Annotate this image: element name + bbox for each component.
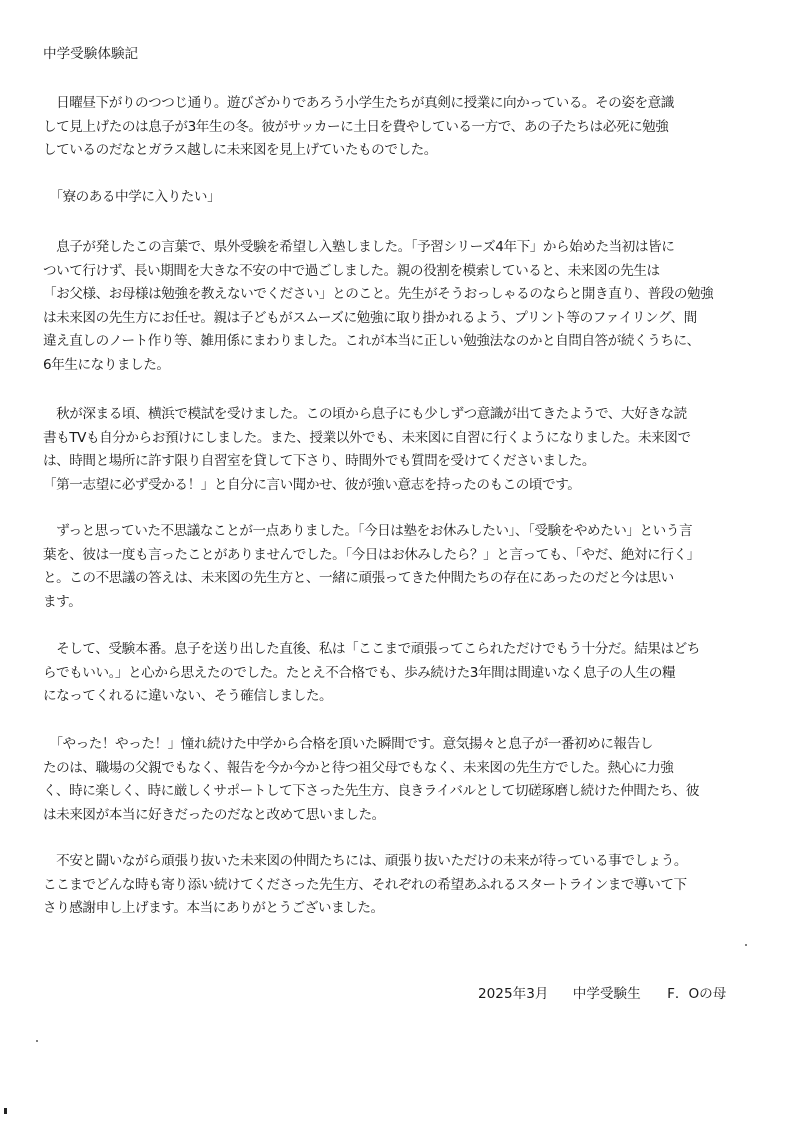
signature-date: 2025年3月 xyxy=(478,986,549,1002)
text-line: 「お父様、お母様は勉強を教えないでください」とのこと。先生がそうおっしゃるのならと開き直り、普段の勉強 xyxy=(43,286,714,302)
text-line: ずっと思っていた不思議なことが一点ありました。「今日は塾をお休みしたい」、「受験をやめたい」という言 xyxy=(43,523,693,539)
text-line: らでもいい。」と心から思えたのでした。たとえ不合格でも、歩み続けた3年間は間違いなく息子の人生の糧 xyxy=(43,664,676,681)
signature-line xyxy=(478,985,726,1003)
text-line: 秋が深まる頃、横浜で模試を受けました。この頃から息子にも少しずつ意識が出てきたようで、大好きな読 xyxy=(43,406,687,422)
paragraph-2-quote xyxy=(43,186,220,210)
text-line: 「やった！やった！」憧れ続けた中学から合格を頂いた瞬間です。意気揚々と息子が一番初めに報告し xyxy=(43,736,653,752)
text-line: は未来図の先生方にお任せ。親は子どもがスムーズに勉強に取り掛かれるよう、プリント等のファイリング、間 xyxy=(43,309,697,326)
text-line: して見上げたのは息子が3年生の冬。彼がサッカーに土日を費やしている一方で、あの子たちは必死に勉強 xyxy=(43,118,669,135)
scan-edge-mark xyxy=(4,1108,7,1114)
text-line: 息子が発したこの言葉で、県外受験を希望し入塾しました。「予習シリーズ4年下」から始めた当初は皆に xyxy=(43,239,675,255)
paragraph-6 xyxy=(43,638,700,709)
signature-role: 中学受験生 xyxy=(572,986,641,1002)
text-line: は未来図が本当に好きだったのだなと改めて思いました。 xyxy=(43,806,385,823)
document-title: 中学受験体験記 xyxy=(43,46,139,62)
text-line: たのは、職場の父親でもなく、報告を今か今かと待つ祖父母でもなく、未来図の先生方でした。熱心に力強 xyxy=(43,759,674,776)
text-line: ついて行けず、長い期間を大きな不安の中で過ごしました。親の役割を模索していると、未来図の先生は xyxy=(43,262,660,279)
paragraph-7 xyxy=(43,733,699,827)
scan-speck xyxy=(745,944,747,946)
paragraph-5 xyxy=(43,520,700,614)
text-line: 違え直しのノート作り等、雑用係にまわりました。これが本当に正しい勉強法なのかと自問自答が続くうちに、 xyxy=(43,333,700,349)
text-line: ここまでどんな時も寄り添い続けてくださった先生方、それぞれの希望あふれるスタートラインまで導いて下 xyxy=(43,876,687,893)
scan-speck xyxy=(36,1040,38,1042)
text-line: 書もTVも自分からお預けにしました。また、授業以外でも、未来図に自習に行くようになりました。未来図で xyxy=(43,429,691,446)
paragraph-4 xyxy=(43,403,691,497)
text-line: 不安と闘いながら頑張り抜いた未来図の仲間たちには、頑張り抜いただけの未来が待っている事でしょう。 xyxy=(43,853,688,869)
text-line: は、時間と場所に許す限り自習室を貸して下さり、時間外でも質問を受けてくださいました。 xyxy=(43,453,596,469)
text-line: と。この不思議の答えは、未来図の先生方と、一緒に頑張ってきた仲間たちの存在にあったのだと今は思い xyxy=(43,570,674,586)
paragraph-3 xyxy=(43,236,713,377)
paragraph-1 xyxy=(43,92,674,163)
text-line: そして、受験本番。息子を送り出した直後、私は「ここまで頑張ってこられただけでもう十分だ。結果はどち xyxy=(43,641,700,657)
text-line: しているのだなとガラス越しに未来図を見上げていたものでした。 xyxy=(43,142,437,158)
text-line: 日曜昼下がりのつつじ通り。遊びざかりであろう小学生たちが真剣に授業に向かっている。その姿を意識 xyxy=(43,95,674,111)
text-line: になってくれるに違いない、そう確信しました。 xyxy=(43,688,333,704)
text-line: く、時に楽しく、時に厳しくサポートして下さった先生方、良きライバルとして切磋琢磨し続けた仲間たち、彼 xyxy=(43,783,699,799)
text-line: 「第一志望に必ず受かる！」と自分に言い聞かせ、彼が強い意志を持ったのもこの頃です。 xyxy=(43,476,581,493)
text-line: 6年生になりました。 xyxy=(43,356,170,373)
text-line: さり感謝申し上げます。本当にありがとうございました。 xyxy=(43,900,384,916)
text-line: 「寮のある中学に入りたい」 xyxy=(43,189,221,205)
text-line: ます。 xyxy=(43,593,82,610)
signature-author: F．Oの母 xyxy=(667,986,727,1002)
paragraph-8 xyxy=(43,850,687,921)
text-line: 葉を、彼は一度も言ったことがありませんでした。「今日はお休みしたら？」と言っても、「やだ、絶対に行く」 xyxy=(43,546,700,563)
